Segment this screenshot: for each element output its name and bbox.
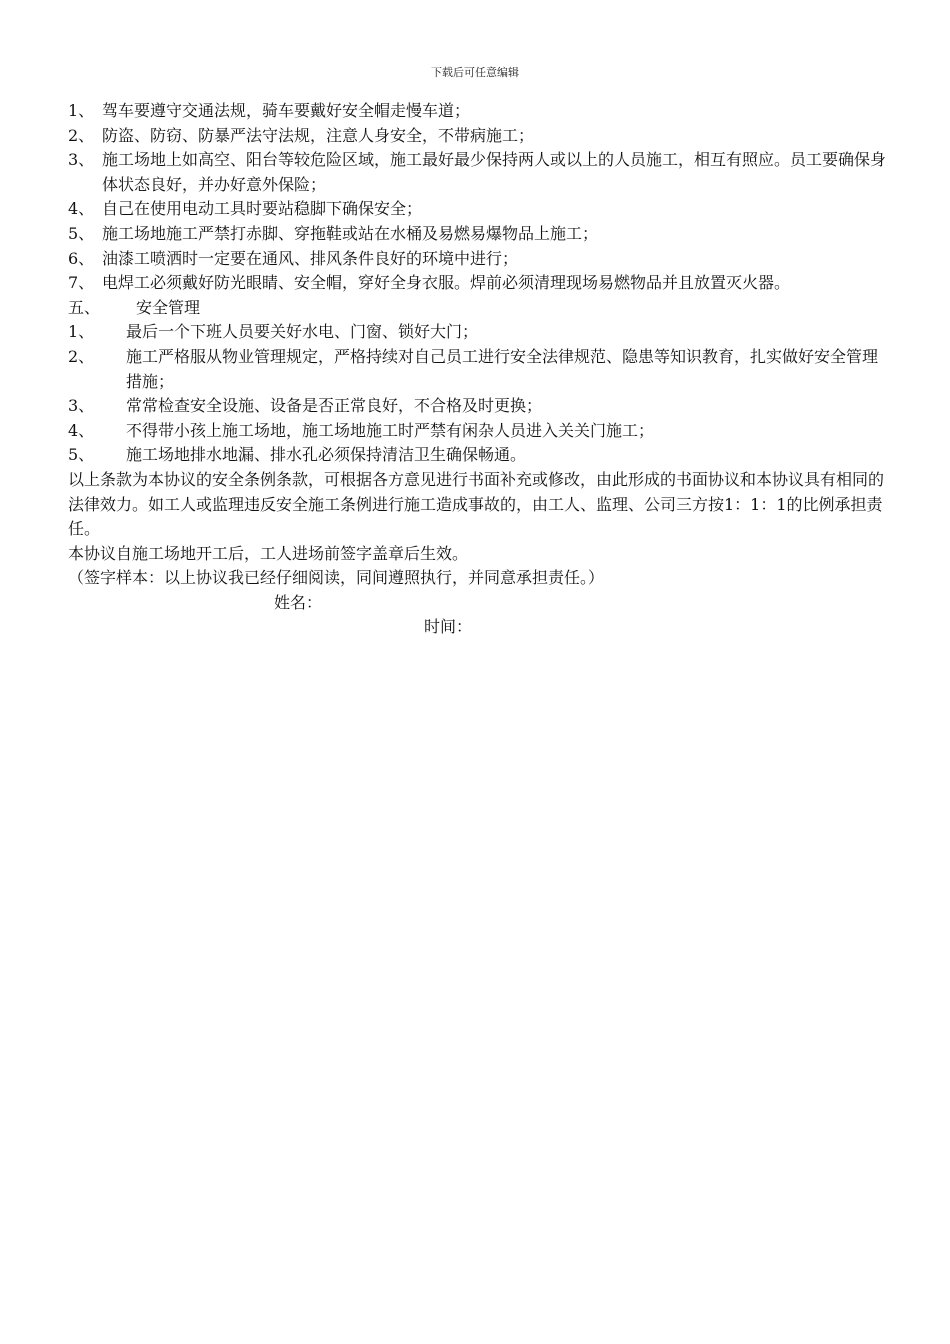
safety-item-text: 最后一个下班人员要关好水电、门窗、锁好大门； <box>126 322 479 342</box>
section-heading <box>68 296 886 321</box>
rule-number: 6、 <box>68 248 95 268</box>
rule-item-5 <box>68 222 886 247</box>
rule-item-7 <box>68 271 886 296</box>
safety-item-text: 不得带小孩上施工场地，施工场地施工时严禁有闲杂人员进入关关门施工； <box>126 420 655 440</box>
rule-item-2 <box>68 124 886 149</box>
rule-item-6 <box>68 247 886 272</box>
safety-item-number: 2、 <box>68 346 95 366</box>
safety-item-number: 4、 <box>68 420 95 440</box>
rule-number: 2、 <box>68 125 95 145</box>
rule-number: 1、 <box>68 101 95 120</box>
rule-text: 驾车要遵守交通法规，骑车要戴好安全帽走慢车道； <box>102 101 471 120</box>
rule-item-3 <box>68 148 886 197</box>
signature-name-label: 姓名： <box>274 592 323 612</box>
safety-item-2 <box>68 345 886 394</box>
rule-text: 电焊工必须戴好防光眼睛、安全帽，穿好全身衣服。焊前必须清理现场易燃物品并且放置灭火器。 <box>102 273 791 293</box>
rule-number: 4、 <box>68 199 95 219</box>
rule-number: 5、 <box>68 223 95 243</box>
signature-sample-note: （签字样本：以上协议我已经仔细阅读，同间遵照执行，并同意承担责任。） <box>68 568 605 588</box>
rule-text: 自己在使用电动工具时要站稳脚下确保安全； <box>102 199 423 219</box>
safety-item-text: 施工场地排水地漏、排水孔必须保持清洁卫生确保畅通。 <box>126 445 527 465</box>
safety-item-number: 3、 <box>68 396 95 416</box>
safety-item-number: 1、 <box>68 322 95 342</box>
effective-clause: 本协议自施工场地开工后，工人进场前签字盖章后生效。 <box>68 543 469 563</box>
supplement-clause: 以上条款为本协议的安全条例条款，可根据各方意见进行书面补充或修改，由此形成的书面协议和本协议具有相同的法律效力。如工人或监理违反安全施工条例进行施工造成事故的，由工人、监理、公司三方按1：1：1的比例承担责任。 <box>68 469 885 539</box>
safety-item-number: 5、 <box>68 445 95 465</box>
rule-number: 7、 <box>68 273 95 293</box>
rule-text: 施工场地上如高空、阳台等较危险区域，施工最好最少保持两人或以上的人员施工，相互有照应。员工要确保身体状态良好，并办好意外保险； <box>102 150 887 194</box>
safety-item-text: 常常检查安全设施、设备是否正常良好，不合格及时更换； <box>126 396 543 416</box>
safety-item-5 <box>68 443 886 468</box>
page-header-note: 下载后可任意编辑 <box>431 66 519 79</box>
safety-item-3 <box>68 394 886 419</box>
safety-item-4 <box>68 419 886 444</box>
section-title: 安全管理 <box>136 297 201 317</box>
rule-text: 施工场地施工严禁打赤脚、穿拖鞋或站在水桶及易燃易爆物品上施工； <box>102 223 599 243</box>
rule-item-4 <box>68 197 886 222</box>
safety-item-1 <box>68 320 886 345</box>
rule-text: 防盗、防窃、防暴严法守法规，注意人身安全，不带病施工； <box>102 125 535 145</box>
signature-time-label: 时间： <box>424 617 473 637</box>
rule-item-1 <box>68 99 886 124</box>
section-number: 五、 <box>68 297 101 317</box>
agreement-body <box>68 99 886 640</box>
rule-text: 油漆工喷洒时一定要在通风、排风条件良好的环境中进行； <box>102 248 519 268</box>
safety-item-text: 施工严格服从物业管理规定，严格持续对自己员工进行安全法律规范、隐患等知识教育，扎实做好安全管理措施； <box>126 346 879 391</box>
rule-number: 3、 <box>68 150 95 170</box>
